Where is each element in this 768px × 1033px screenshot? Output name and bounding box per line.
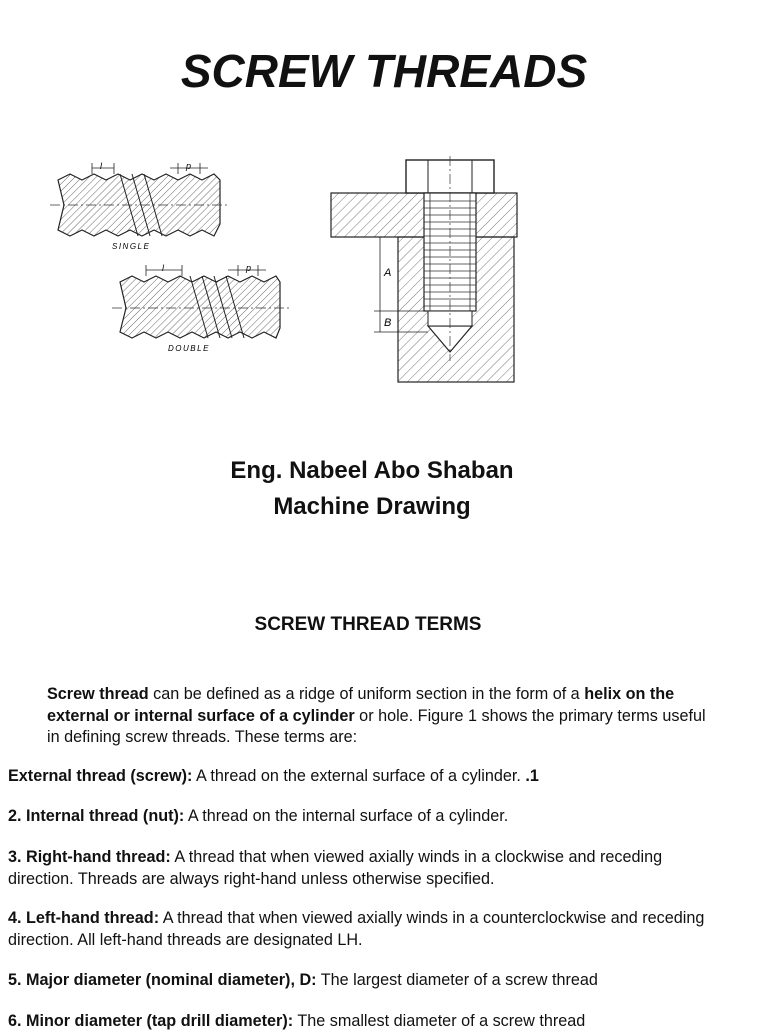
term-name: 4. Left-hand thread: bbox=[8, 909, 160, 927]
term-definition: A thread that when viewed axially winds in a clockwise and receding direction. Threads are always right-hand unless otherwise specified. bbox=[8, 848, 663, 888]
author-name: Eng. Nabeel Abo Shaban bbox=[230, 457, 514, 484]
intro-paragraph bbox=[47, 684, 707, 749]
term-name: 3. Right-hand thread: bbox=[8, 848, 171, 866]
term-number: .1 bbox=[525, 767, 539, 785]
term-definition: The largest diameter of a screw thread bbox=[316, 971, 598, 989]
dimension-a-label: A bbox=[384, 267, 392, 279]
double-pitch-label: p bbox=[246, 263, 252, 273]
intro-text-2: or hole. Figure 1 shows the primary terms useful in defining screw threads. These terms are: bbox=[47, 706, 706, 746]
term-item bbox=[8, 1011, 708, 1033]
term-item bbox=[8, 766, 708, 788]
term-definition: The smallest diameter of a screw thread bbox=[293, 1012, 586, 1030]
bolt-assembly-figure bbox=[326, 156, 522, 386]
term-name: 6. Minor diameter (tap drill diameter): bbox=[8, 1012, 294, 1030]
term-item bbox=[8, 847, 708, 890]
double-lead-label: l bbox=[162, 263, 164, 273]
term-name: 2. Internal thread (nut): bbox=[8, 807, 185, 825]
intro-text-1: can be defined as a ridge of uniform section in the form of a bbox=[148, 685, 585, 703]
section-heading: SCREW THREAD TERMS bbox=[254, 614, 482, 635]
term-item bbox=[8, 908, 708, 951]
term-item bbox=[8, 806, 708, 828]
dimension-b-label: B bbox=[384, 317, 392, 329]
intro-term-helix: helix on the external or internal surface of a cylinder bbox=[47, 685, 675, 725]
intro-term-screw-thread: Screw thread bbox=[47, 685, 149, 703]
term-name: External thread (screw): bbox=[8, 767, 193, 785]
term-definition: A thread that when viewed axially winds in a counterclockwise and receding direction. All left-hand threads are designated LH. bbox=[8, 909, 705, 949]
document-title: SCREW THREADS bbox=[180, 45, 588, 97]
term-item bbox=[8, 970, 708, 992]
term-definition: A thread on the external surface of a cylinder. bbox=[192, 767, 526, 785]
single-lead-label: l bbox=[100, 161, 102, 171]
course-name: Machine Drawing bbox=[273, 493, 471, 520]
double-caption: DOUBLE bbox=[168, 344, 210, 353]
single-caption: SINGLE bbox=[112, 242, 151, 251]
single-pitch-label: p bbox=[186, 161, 192, 171]
thread-pitch-figure bbox=[30, 158, 300, 354]
term-definition: A thread on the internal surface of a cylinder. bbox=[184, 807, 509, 825]
term-name: 5. Major diameter (nominal diameter), D: bbox=[8, 971, 317, 989]
double-thread-shape bbox=[120, 276, 280, 338]
